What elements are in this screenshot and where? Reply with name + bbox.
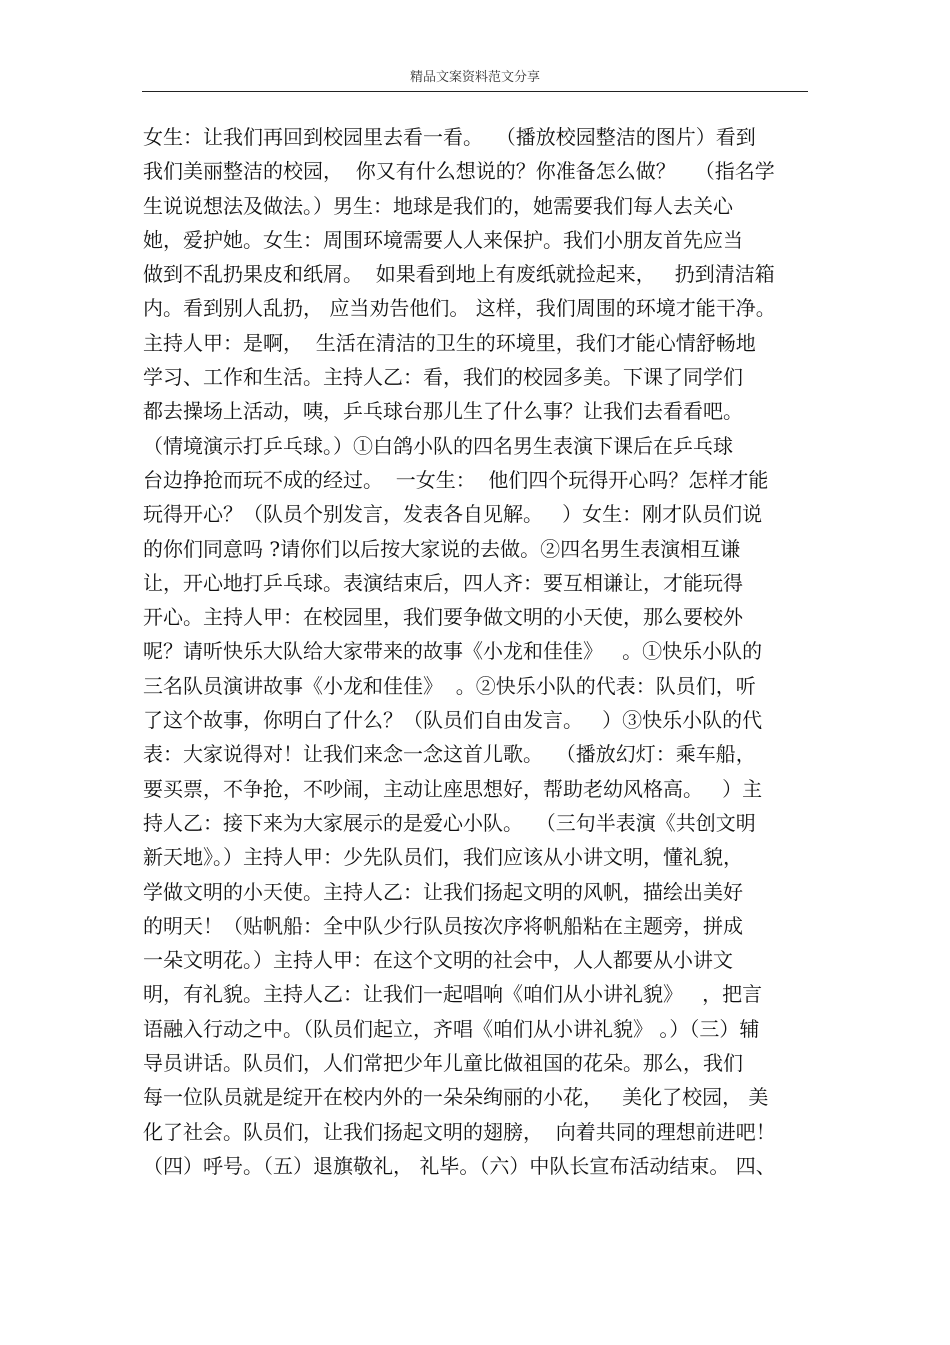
text-line: 内。看到别人乱扔， 应当劝告他们。 这样，我们周围的环境才能干净。 xyxy=(143,296,776,321)
text-line: 她，爱护她。女生：周围环境需要人人来保护。我们小朋友首先应当 xyxy=(143,227,743,252)
text-line: 每一位队员就是绽开在校内外的一朵朵绚丽的小花， 美化了校园， 美 xyxy=(143,1085,769,1110)
text-line: 了这个故事，你明白了什么？（队员们自由发言。 ）③快乐小队的代 xyxy=(143,708,763,733)
text-line: 女生：让我们再回到校园里去看一看。 （播放校园整洁的图片）看到 xyxy=(143,125,756,149)
text-line: 的明天！（贴帆船：全中队少行队员按次序将帆船粘在主题旁，拼成 xyxy=(143,913,743,938)
text-line: 都去操场上活动，咦，乒乓球台那儿生了什么事？让我们去看看吧。 xyxy=(143,399,743,424)
text-line: （情境演示打乒乓球。）①白鸽小队的四名男生表演下课后在乒乓球 xyxy=(143,433,733,458)
text-line: （四）呼号。（五）退旗敬礼， 礼毕。（六）中队长宣布活动结束。 四、 xyxy=(143,1153,776,1178)
text-line: 我们美丽整洁的校园， 你又有什么想说的？你准备怎么做？ （指名学 xyxy=(143,159,775,184)
text-line: 台边挣抢而玩不成的经过。 一女生： 他们四个玩得开心吗？怎样才能 xyxy=(143,467,769,492)
text-line: 玩得开心？（队员个别发言，发表各自见解。 ）女生：刚才队员们说 xyxy=(143,502,763,527)
text-line: 学习、工作和生活。主持人乙：看，我们的校园多美。下课了同学们 xyxy=(143,365,743,390)
text-line: 化了社会。队员们，让我们扬起文明的翅膀， 向着共同的理想前进吧！ xyxy=(143,1119,776,1144)
text-line: 做到不乱扔果皮和纸屑。 如果看到地上有废纸就捡起来， 扔到清洁箱 xyxy=(143,262,775,287)
text-line: 让，开心地打乒乓球。表演结束后，四人齐：要互相谦让，才能玩得 xyxy=(143,570,743,595)
text-line: 的你们同意吗 ?请你们以后按大家说的去做。②四名男生表演相互谦 xyxy=(143,536,741,561)
text-line: 一朵文明花。）主持人甲：在这个文明的社会中，人人都要从小讲文 xyxy=(143,948,733,973)
text-line: 新天地》。）主持人甲：少先队员们，我们应该从小讲文明，懂礼貌， xyxy=(143,845,743,870)
text-line: 明，有礼貌。主持人乙：让我们一起唱响《咱们从小讲礼貌》 ，把言 xyxy=(143,982,763,1007)
text-line: 要买票，不争抢，不吵闹，主动让座思想好，帮助老幼风格高。 ）主 xyxy=(143,776,763,801)
text-line: 导员讲话。队员们，人们常把少年儿童比做祖国的花朵。那么，我们 xyxy=(143,1051,743,1076)
header-title: 精品文案资料范文分享 xyxy=(409,70,540,85)
text-line: 三名队员演讲故事《小龙和佳佳》 。②快乐小队的代表：队员们，听 xyxy=(143,673,756,698)
body-text xyxy=(143,120,813,1183)
text-line: 生说说想法及做法。）男生：地球是我们的，她需要我们每人去关心 xyxy=(143,193,733,218)
text-line: 学做文明的小天使。主持人乙：让我们扬起文明的风帆，描绘出美好 xyxy=(143,879,743,904)
text-line: 主持人甲：是啊， 生活在清洁的卫生的环境里，我们才能心情舒畅地 xyxy=(143,330,756,355)
text-line: 表：大家说得对！让我们来念一念这首儿歌。 （播放幻灯：乘车船， xyxy=(143,742,756,767)
text-line: 开心。主持人甲：在校园里，我们要争做文明的小天使，那么要校外 xyxy=(143,605,743,630)
text-line: 语融入行动之中。（队员们起立，齐唱《咱们从小讲礼貌》 。）（三）辅 xyxy=(143,1016,760,1041)
text-line: 呢？请听快乐大队给大家带来的故事《小龙和佳佳》 。①快乐小队的 xyxy=(143,639,763,664)
header-divider xyxy=(142,91,808,92)
text-line: 持人乙：接下来为大家展示的是爱心小队。 （三句半表演《共创文明 xyxy=(143,810,756,835)
